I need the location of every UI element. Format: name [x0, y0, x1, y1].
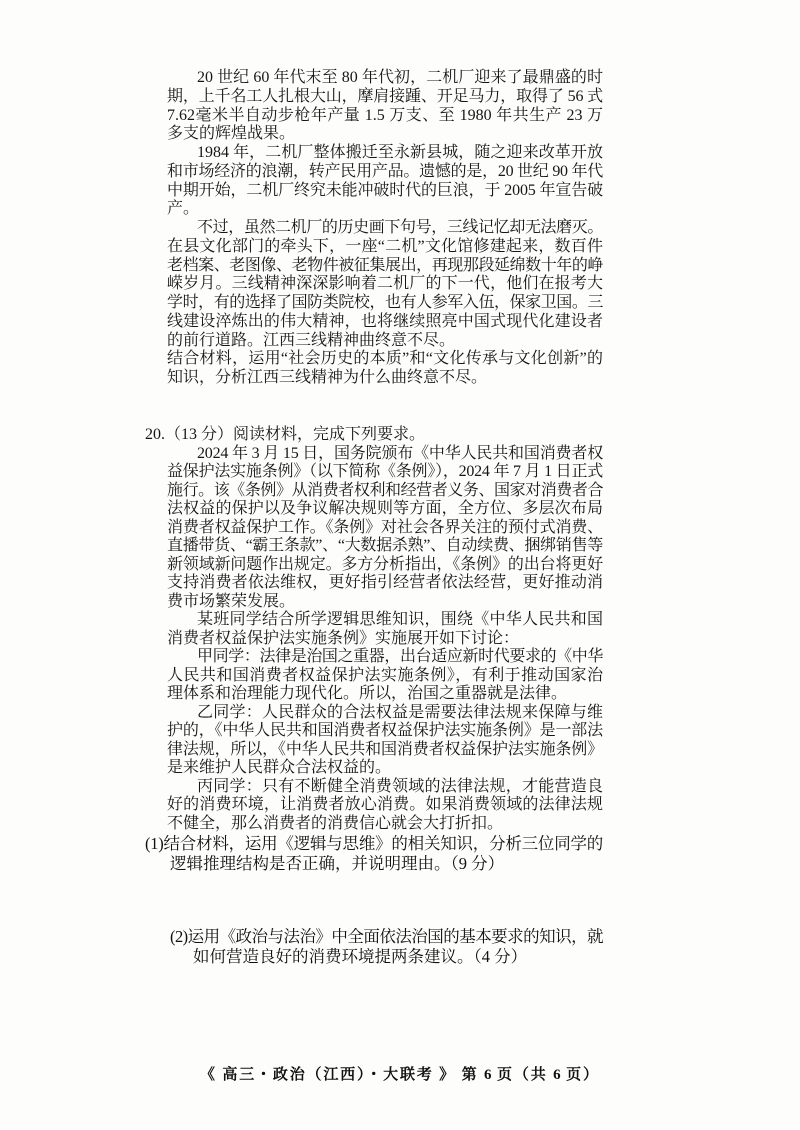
material-line: 好的消费环境，让消费者放心消费。如果消费领域的法律法规 — [167, 796, 603, 813]
material-line: 某班同学结合所学逻辑思维知识，围绕《中华人民共和国 — [197, 611, 603, 628]
material-line: 法权益的保护以及争议解决规则等方面，全方位、多层次布局 — [167, 500, 603, 517]
material-line: 益保护法实施条例》（以下简称《条例》），2024 年 7 月 1 日正式 — [167, 463, 603, 480]
material-line: 是来维护人民群众合法权益的。 — [167, 759, 392, 776]
student-bing-statement — [0, 778, 800, 834]
material-line: 中期开始，二机厂终究未能冲破时代的巨浪，于 2005 年宣告破 — [167, 181, 603, 199]
discussion-intro — [0, 611, 800, 648]
material-line: 1984 年，二机厂整体搬迁至永新县城，随之迎来改革开放 — [197, 144, 603, 161]
material-line: 不过，虽然二机厂的历史画下句号，三线记忆却无法磨灭。 — [197, 219, 603, 236]
material-line: 20 世纪 60 年代末至 80 年代初，二机厂迎来了最鼎盛的时 — [197, 69, 603, 86]
material-line: 人民共和国消费者权益保护法实施条例》，有利于推动国家治 — [167, 666, 603, 684]
material-line: 不健全，那么消费者的消费信心就会大打折扣。 — [167, 814, 504, 832]
material-line: 甲同学：法律是治国之重器，出台适应新时代要求的《中华 — [197, 648, 603, 665]
material-line: 理体系和治理能力现代化。所以，治国之重器就是法律。 — [167, 685, 568, 702]
material-line: 丙同学：只有不断健全消费领域的法律法规，才能营造良 — [197, 777, 603, 795]
subquestion-line: 逻辑推理结构是否正确，并说明理由。（9 分） — [170, 853, 505, 873]
material-line: 消费者权益保护法实施条例》实施展开如下讨论： — [167, 629, 520, 647]
material-line: 费市场繁荣发展。 — [167, 592, 296, 610]
material-line: 产。 — [167, 200, 200, 218]
material-line: 在县文化部门的牵头下，一座“二机”文化馆修建起来，数百件 — [167, 237, 603, 255]
footer-text: 《 高三・政治（江西）・大联考 》 第 6 页（共 6 页） — [200, 1067, 598, 1083]
material-line: 学时，有的选择了国防类院校，也有人参军入伍，保家卫国。三 — [167, 294, 603, 311]
material-line: 消费者权益保护工作。《条例》对社会各界关注的预付式消费、 — [167, 518, 603, 536]
material-line: 老档案、老图像、老物件被征集展出，再现那段延绵数十年的峥 — [167, 256, 603, 274]
subquestion-line: (2)运用《政治与法治》中全面依法治国的基本要求的知识，就 — [170, 927, 603, 946]
material-line: 直播带货、“霸王条款”、“大数据杀熟”、自动续费、捆绑销售等 — [167, 537, 603, 554]
material-line: 新领域新问题作出规定。多方分析指出，《条例》的出台将更好 — [167, 555, 603, 573]
question-20-subquestion-1 — [0, 834, 800, 873]
material-line: 施行。该《条例》从消费者权利和经营者义务、国家对消费者合 — [167, 481, 603, 499]
material-line: 的前行道路。江西三线精神曲终意不尽。 — [167, 331, 456, 349]
question-19-prompt — [0, 350, 800, 388]
material-line: 7.62毫米半自动步枪年产量 1.5 万支、至 1980 年共生产 23 万 — [167, 106, 603, 124]
prompt-line: 知识，分析江西三线精神为什么曲终意不尽。 — [167, 369, 488, 386]
subquestion-line: (1)结合材料，运用《逻辑与思维》的相关知识，分析三位同学的 — [145, 834, 603, 853]
material-line: 乙同学：人民群众的合法权益是需要法律法规来保障与维 — [197, 703, 603, 721]
material-line: 和市场经济的浪潮，转产民用产品。遗憾的是，20 世纪 90 年代 — [167, 162, 603, 180]
material-line: 嵘岁月。三线精神深深影响着二机厂的下一代，他们在报考大 — [167, 275, 603, 293]
question-19-section — [0, 69, 800, 388]
material-line: 护的，《中华人民共和国消费者权益保护法实施条例》是一部法 — [167, 722, 603, 739]
question-19-paragraph-3 — [0, 219, 800, 350]
material-line: 线建设淬炼出的伟大精神，也将继续照亮中国式现代化建设者 — [167, 312, 603, 330]
prompt-line: 结合材料，运用“社会历史的本质”和“文化传承与文化创新”的 — [167, 350, 603, 368]
question-20-header: 20.（13 分）阅读材料，完成下列要求。 — [145, 426, 426, 443]
question-19-paragraph-2 — [0, 144, 800, 219]
material-line: 支持消费者依法维权，更好指引经营者依法经营，更好推动消 — [167, 574, 603, 591]
question-20-section — [0, 426, 800, 833]
material-line: 律法规，所以，《中华人民共和国消费者权益保护法实施条例》 — [167, 740, 603, 758]
material-line: 2024 年 3 月 15 日，国务院颁布《中华人民共和国消费者权 — [197, 444, 603, 462]
subquestion-line: 如何营造良好的消费环境提两条建议。（4 分） — [193, 947, 528, 966]
material-line: 多支的辉煌战果。 — [167, 125, 296, 143]
question-20-material — [0, 445, 800, 612]
student-jia-statement — [0, 648, 800, 704]
question-20-subquestion-2 — [0, 927, 800, 967]
student-yi-statement — [0, 704, 800, 778]
question-19-paragraph-1 — [0, 69, 800, 144]
page-footer — [0, 1066, 800, 1084]
material-line: 期，上千名工人扎根大山，摩肩接踵、开足马力，取得了 56 式 — [167, 87, 603, 105]
